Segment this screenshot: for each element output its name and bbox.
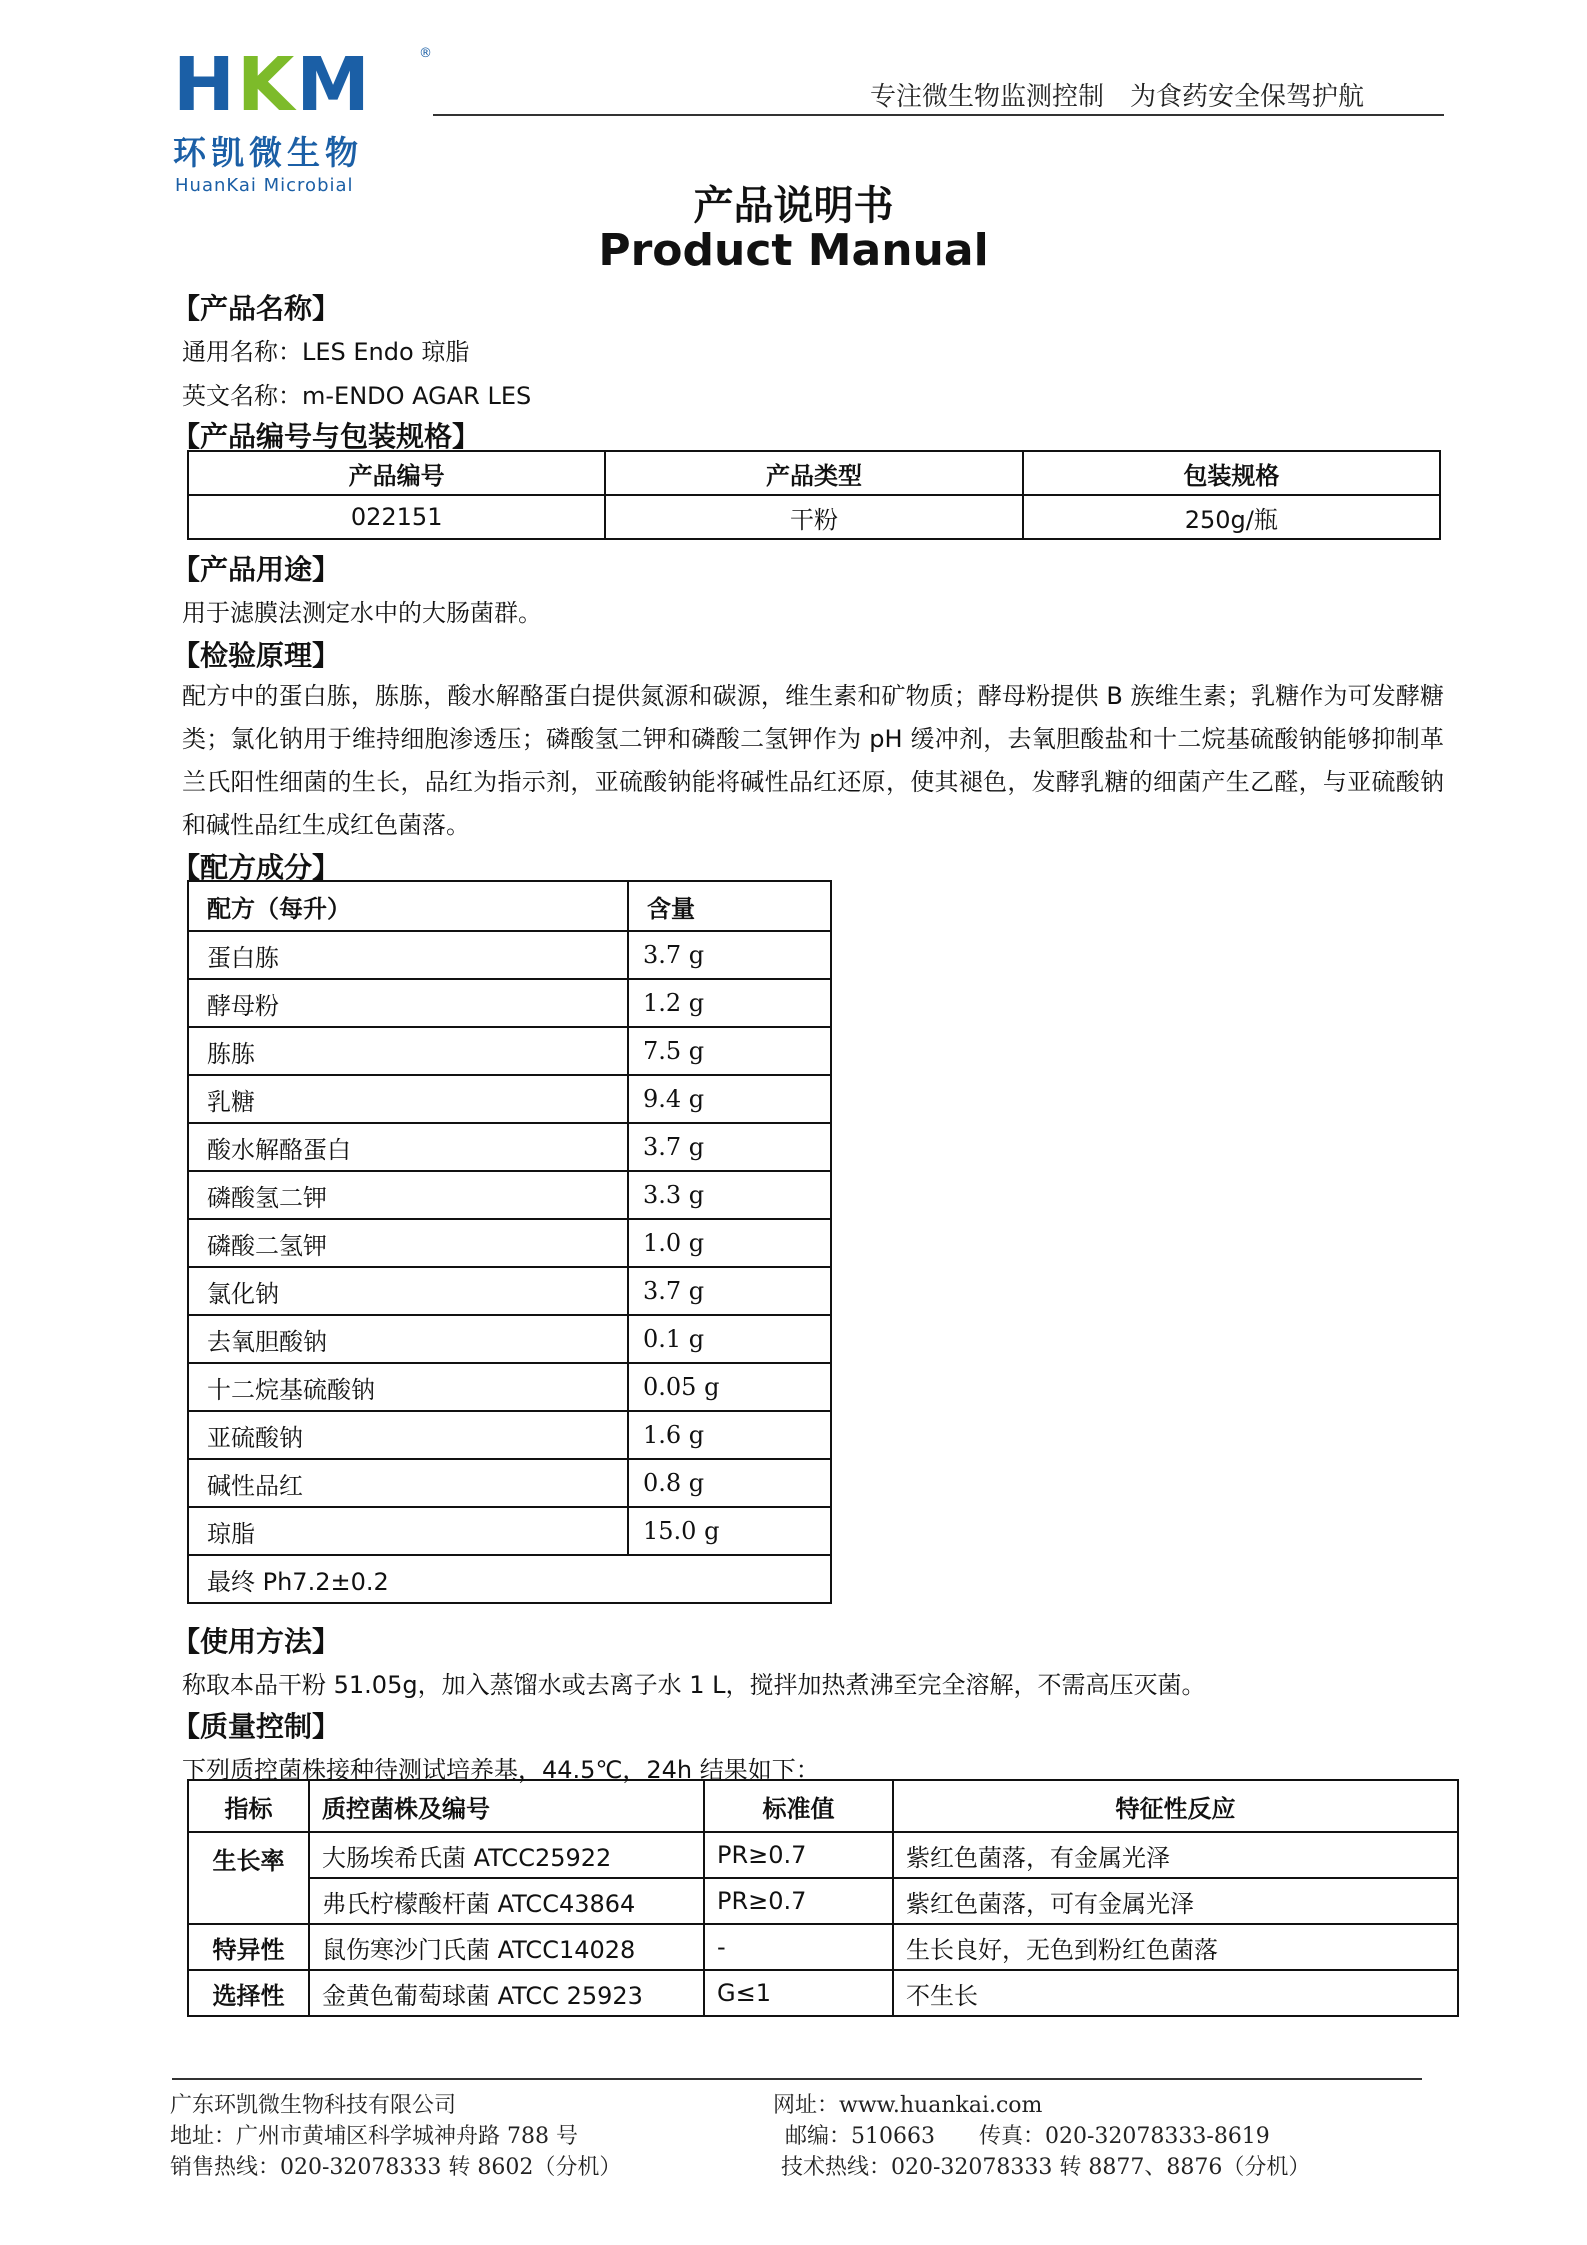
ingredient: 磷酸二氢钾 [188,1219,628,1267]
final-ph: 最终 Ph7.2±0.2 [188,1555,831,1603]
table-row [188,1315,831,1363]
amount: 1.0 g [628,1219,831,1267]
strain: 鼠伤寒沙门氏菌 ATCC14028 [309,1924,704,1970]
ingredient: 十二烷基硫酸钠 [188,1363,628,1411]
section-heading-formula: 【配方成分】 [172,851,341,884]
company-logo [173,42,433,196]
package-size: 250g/瓶 [1023,495,1440,539]
table-header-row [188,451,1440,495]
table-row [188,1219,831,1267]
qc-intro: 下列质控菌株接种待测试培养基，44.5℃，24h 结果如下： [182,1756,820,1784]
table-header-cell: 包装规格 [1023,451,1440,495]
standard-value: PR≥0.7 [704,1878,893,1924]
amount: 3.7 g [628,1267,831,1315]
standard-value: - [704,1924,893,1970]
strain: 弗氏柠檬酸杆菌 ATCC43864 [309,1878,704,1924]
reaction: 紫红色菌落，可有金属光泽 [893,1878,1458,1924]
table-row [188,1363,831,1411]
table-row [188,979,831,1027]
ingredient: 碱性品红 [188,1459,628,1507]
table-header-cell: 指标 [188,1780,309,1832]
strain: 金黄色葡萄球菌 ATCC 25923 [309,1970,704,2016]
table-row [188,931,831,979]
table-row [188,1970,1458,2016]
reaction: 不生长 [893,1970,1458,2016]
section-heading-spec: 【产品编号与包装规格】 [172,420,481,453]
footer-divider [172,2078,1422,2080]
ingredient: 去氧胆酸钠 [188,1315,628,1363]
amount: 0.8 g [628,1459,831,1507]
amount: 15.0 g [628,1507,831,1555]
logo-chinese-name: 环凯微生物 [173,133,363,172]
table-row [188,495,1440,539]
table-header-row [188,1780,1458,1832]
page-title-en: Product Manual [598,225,989,276]
table-header-cell: 产品编号 [188,451,605,495]
logo-english-name: HuanKai Microbial [175,175,354,196]
qc-table [187,1779,1459,2017]
footer-address: 地址：广州市黄埔区科学城神舟路 788 号 [170,2124,578,2149]
method-text: 称取本品干粉 51.05g，加入蒸馏水或去离子水 1 L，搅拌加热煮沸至完全溶解，不需高压灭菌。 [182,1671,1206,1699]
table-row [188,1075,831,1123]
footer-company: 广东环凯微生物科技有限公司 [170,2093,457,2118]
section-heading-use: 【产品用途】 [172,553,341,586]
ingredient: 胨胨 [188,1027,628,1075]
amount: 3.7 g [628,1123,831,1171]
amount: 0.05 g [628,1363,831,1411]
section-heading-principle: 【检验原理】 [172,639,341,672]
ingredient: 磷酸氢二钾 [188,1171,628,1219]
amount: 0.1 g [628,1315,831,1363]
footer-sales-hotline: 销售热线：020-32078333 转 8602（分机） [170,2155,622,2180]
section-heading-name: 【产品名称】 [172,292,341,325]
table-row [188,1459,831,1507]
generic-name: 通用名称：LES Endo 琼脂 [182,338,470,366]
header-divider [433,114,1444,116]
table-header-cell: 质控菌株及编号 [309,1780,704,1832]
table-header-cell: 特征性反应 [893,1780,1458,1832]
reaction: 紫红色菌落，有金属光泽 [893,1832,1458,1878]
standard-value: G≤1 [704,1970,893,2016]
strain: 大肠埃希氏菌 ATCC25922 [309,1832,704,1878]
spec-table [187,450,1441,540]
ingredient: 亚硫酸钠 [188,1411,628,1459]
table-header-cell: 标准值 [704,1780,893,1832]
amount: 1.6 g [628,1411,831,1459]
amount: 3.3 g [628,1171,831,1219]
table-row [188,1832,1458,1878]
table-row [188,1123,831,1171]
page-title-cn: 产品说明书 [693,183,894,229]
english-name: 英文名称：m-ENDO AGAR LES [182,382,532,410]
table-row [188,1924,1458,1970]
principle-text: 配方中的蛋白胨，胨胨，酸水解酪蛋白提供氮源和碳源，维生素和矿物质；酵母粉提供 B 族维生素；乳糖作为可发酵糖类；氯化钠用于维持细胞渗透压；磷酸氢二钾和磷酸二氢钾作为 pH 缓冲剂，去氧胆酸盐和十二烷基硫酸钠能够抑制革兰氏阳性细菌的生长，品红为指示剂，亚硫酸钠能将碱性品红还原，使其褪色，发酵乳糖的细菌产生乙醛，与亚硫酸钠和碱性品红生成红色菌落。 [182,682,1444,839]
use-text: 用于滤膜法测定水中的大肠菌群。 [182,599,542,627]
ingredient: 乳糖 [188,1075,628,1123]
ingredient: 酵母粉 [188,979,628,1027]
footer-postcode-fax: 邮编：510663 传真：020-32078333-8619 [785,2124,1270,2149]
table-row [188,1171,831,1219]
product-number: 022151 [188,495,605,539]
ingredient: 酸水解酪蛋白 [188,1123,628,1171]
table-row [188,1878,1458,1924]
amount: 3.7 g [628,931,831,979]
amount: 9.4 g [628,1075,831,1123]
footer-website[interactable]: 网址：www.huankai.com [773,2093,1043,2118]
logo-mark: HKM [173,42,372,128]
ingredient: 蛋白胨 [188,931,628,979]
indicator-selective: 选择性 [188,1970,309,2016]
standard-value: PR≥0.7 [704,1832,893,1878]
section-heading-method: 【使用方法】 [172,1625,341,1658]
table-row [188,1411,831,1459]
registered-mark: ® [419,46,432,61]
table-row [188,1507,831,1555]
ingredient: 琼脂 [188,1507,628,1555]
product-type: 干粉 [605,495,1022,539]
table-header-row [188,881,831,931]
table-header-cell: 配方（每升） [188,881,628,931]
ingredient: 氯化钠 [188,1267,628,1315]
formula-table [187,880,832,1604]
table-header-cell: 产品类型 [605,451,1022,495]
table-header-cell: 含量 [628,881,831,931]
amount: 7.5 g [628,1027,831,1075]
indicator-specific: 特异性 [188,1924,309,1970]
header-slogan: 专注微生物监测控制 为食药安全保驾护航 [870,82,1365,112]
amount: 1.2 g [628,979,831,1027]
table-row [188,1027,831,1075]
reaction: 生长良好，无色到粉红色菌落 [893,1924,1458,1970]
table-row [188,1555,831,1603]
footer-tech-hotline: 技术热线：020-32078333 转 8877、8876（分机） [781,2155,1311,2180]
indicator-growth: 生长率 [188,1832,309,1924]
table-row [188,1267,831,1315]
section-heading-qc: 【质量控制】 [172,1710,341,1743]
